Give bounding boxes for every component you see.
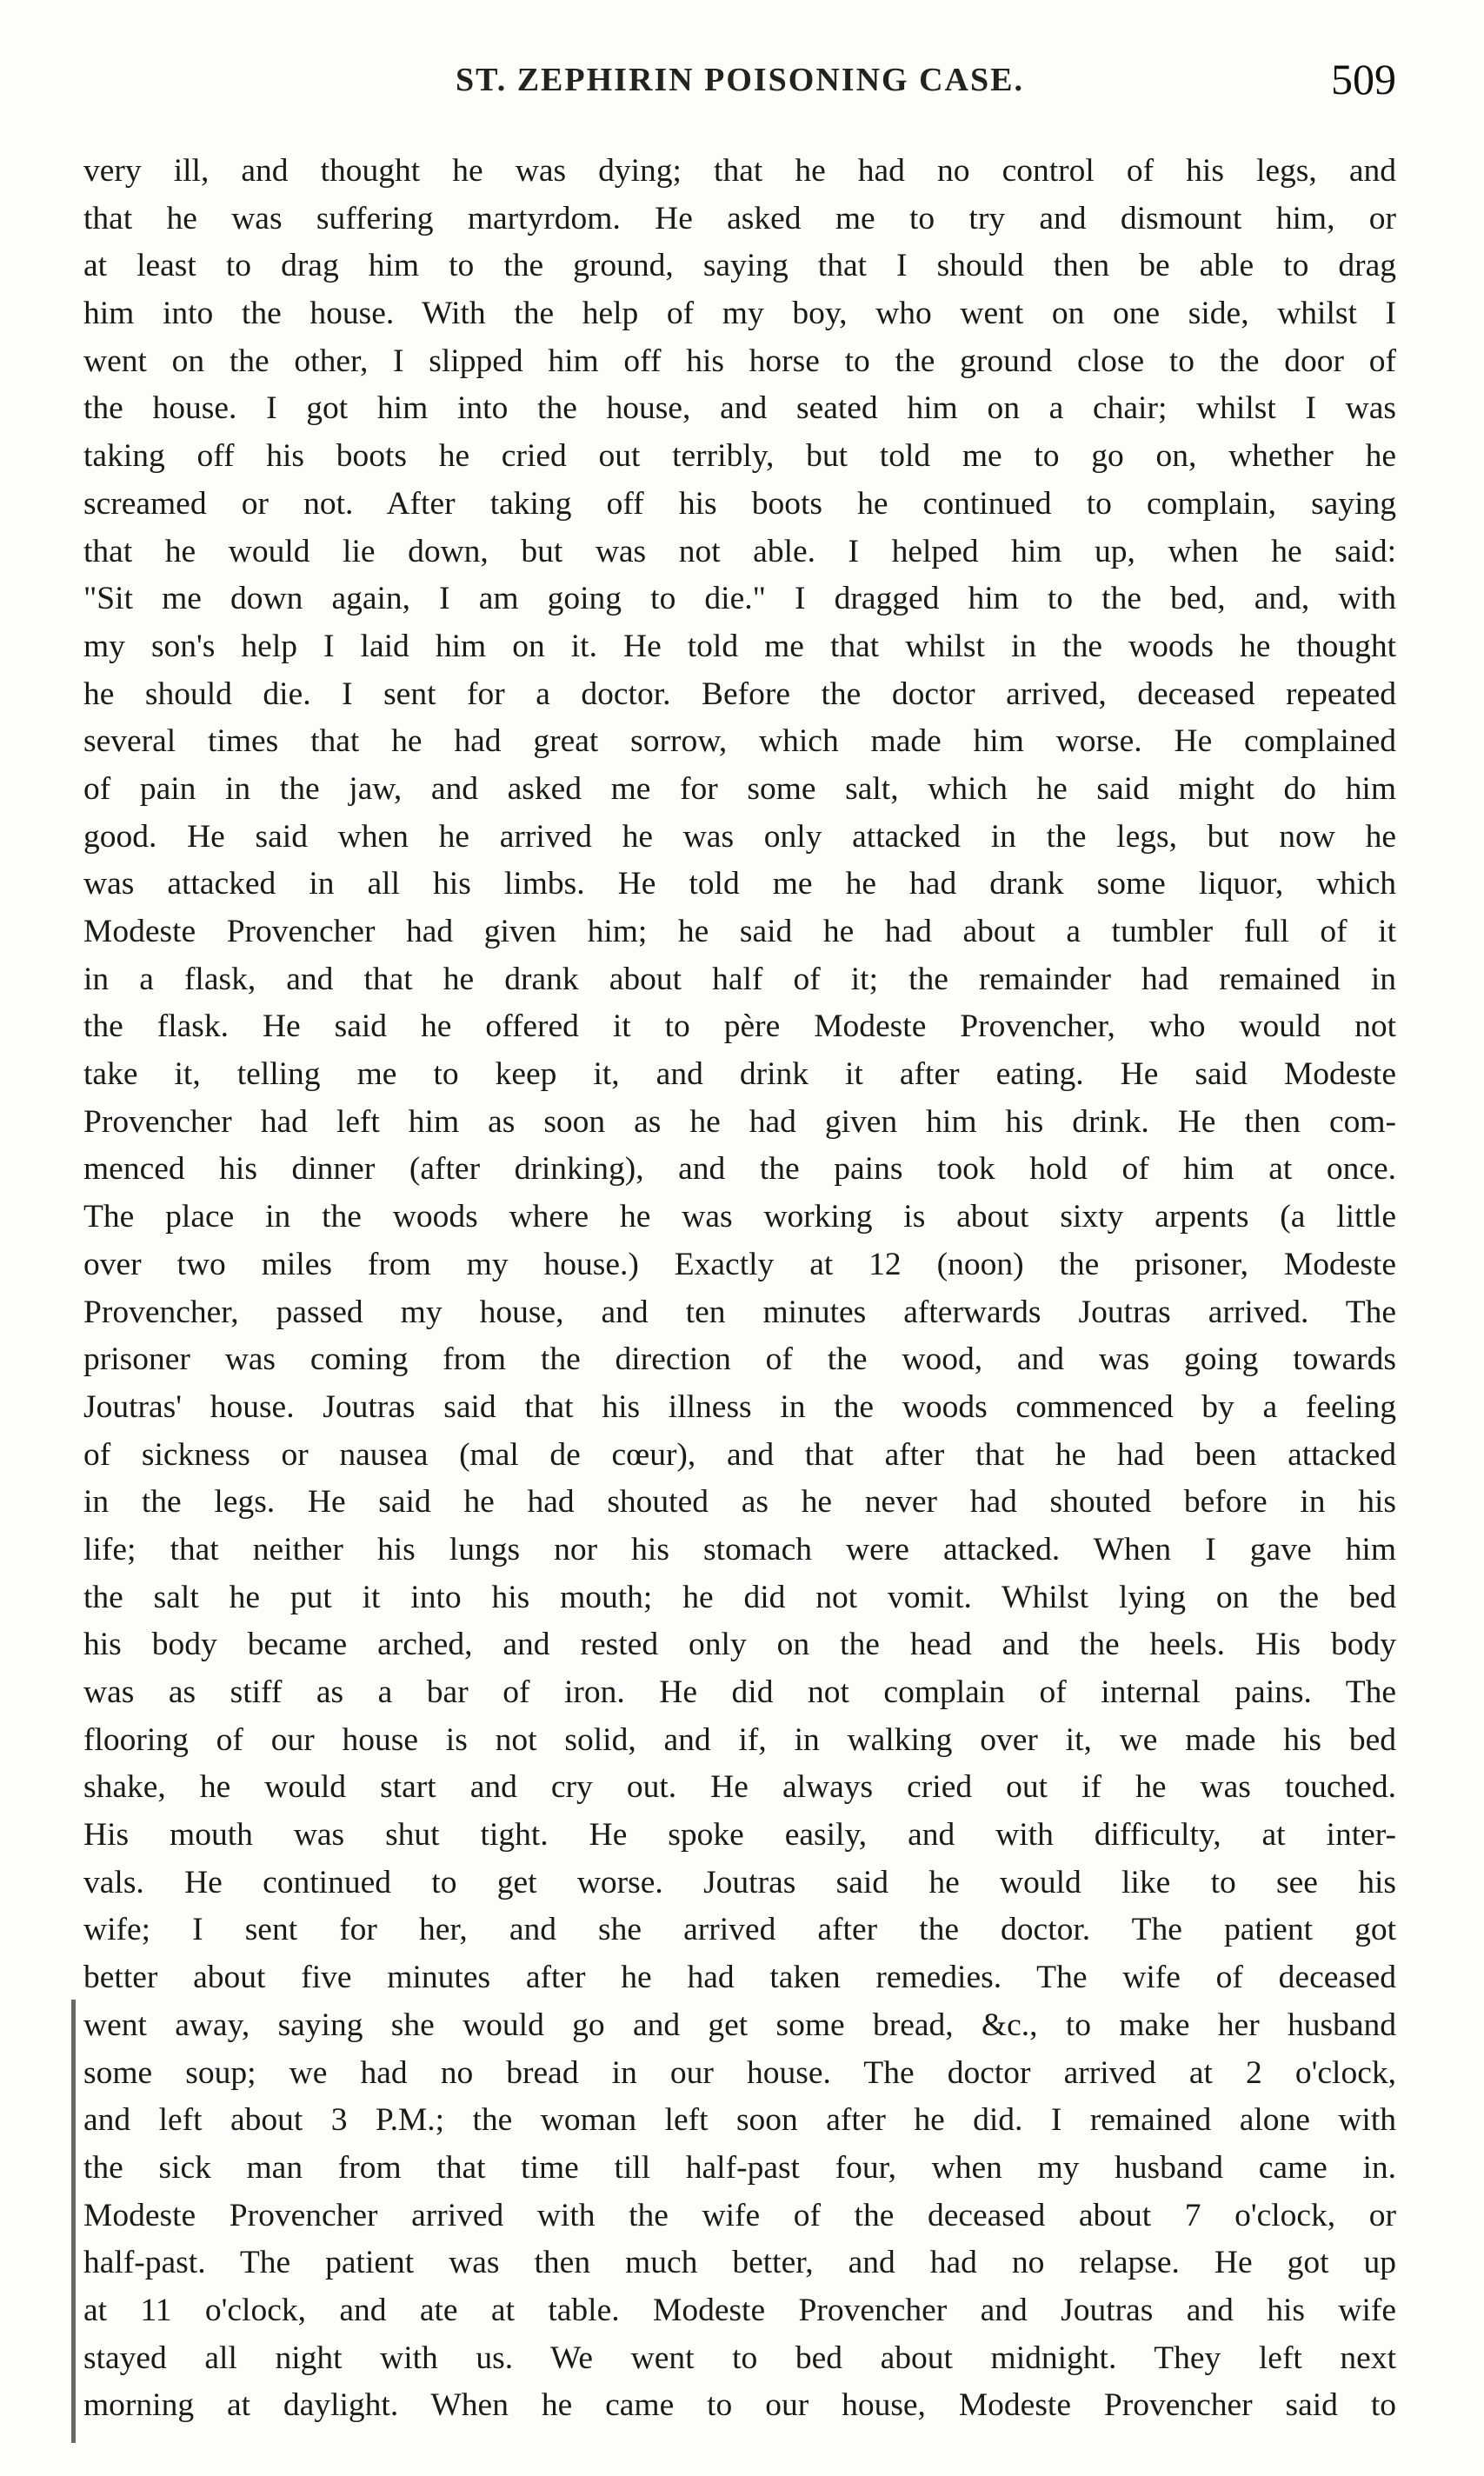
- text-line: went away, saying she would go and get some bread, &c., to make her husband: [83, 2007, 1396, 2043]
- text-line: His mouth was shut tight. He spoke easily, and with difficulty, at inter-: [83, 1817, 1396, 1854]
- text-line: in the legs. He said he had shouted as he never had shouted before in his: [83, 1484, 1396, 1521]
- text-line: taking off his boots he cried out terribly, but told me to go on, whether he: [83, 438, 1396, 475]
- text-line: The place in the woods where he was working is about sixty arpents (a little: [83, 1199, 1396, 1235]
- text-line: half-past. The patient was then much better, and had no relapse. He got up: [83, 2245, 1396, 2281]
- text-line: morning at daylight. When he came to our house, Modeste Provencher said to: [83, 2387, 1396, 2424]
- text-line: at 11 o'clock, and ate at table. Modeste Provencher and Joutras and his wife: [83, 2292, 1396, 2328]
- text-line: menced his dinner (after drinking), and the pains took hold of him at once.: [83, 1151, 1396, 1188]
- text-line: of pain in the jaw, and asked me for some salt, which he said might do him: [83, 770, 1396, 807]
- text-line: that he would lie down, but was not able. I helped him up, when he said:: [83, 533, 1396, 569]
- text-line: several times that he had great sorrow, which made him worse. He complained: [83, 723, 1396, 760]
- text-line: flooring of our house is not solid, and if, in walking over it, we made his bed: [83, 1721, 1396, 1758]
- text-line: screamed or not. After taking off his boots he continued to complain, saying: [83, 485, 1396, 522]
- text-line: in a flask, and that he drank about half of it; the remainder had remained in: [83, 961, 1396, 997]
- text-line: he should die. I sent for a doctor. Before the doctor arrived, deceased repeated: [83, 676, 1396, 712]
- text-line: wife; I sent for her, and she arrived after the doctor. The patient got: [83, 1912, 1396, 1948]
- running-title: ST. ZEPHIRIN POISONING CASE.: [456, 62, 1024, 98]
- text-line: the sick man from that time till half-past four, when my husband came in.: [83, 2149, 1396, 2186]
- running-head: [83, 50, 1396, 120]
- text-line: the house. I got him into the house, and seated him on a chair; whilst I was: [83, 390, 1396, 427]
- text-line: some soup; we had no bread in our house. The doctor arrived at 2 o'clock,: [83, 2054, 1396, 2091]
- text-line: him into the house. With the help of my boy, who went on one side, whilst I: [83, 296, 1396, 332]
- text-line: was as stiff as a bar of iron. He did not complain of internal pains. The: [83, 1674, 1396, 1710]
- text-line: at least to drag him to the ground, saying that I should then be able to drag: [83, 248, 1396, 284]
- text-line: was attacked in all his limbs. He told me he had drank some liquor, which: [83, 866, 1396, 902]
- body-text: [83, 148, 1396, 2430]
- text-line: the salt he put it into his mouth; he did not vomit. Whilst lying on the bed: [83, 1579, 1396, 1615]
- text-line: the flask. He said he offered it to père Modeste Provencher, who would not: [83, 1008, 1396, 1045]
- text-line: stayed all night with us. We went to bed about midnight. They left next: [83, 2340, 1396, 2376]
- text-line: my son's help I laid him on it. He told me that whilst in the woods he thought: [83, 628, 1396, 664]
- text-line: prisoner was coming from the direction of the wood, and was going towards: [83, 1341, 1396, 1378]
- text-line: Modeste Provencher had given him; he said he had about a tumbler full of it: [83, 914, 1396, 949]
- text-line: went on the other, I slipped him off his horse to the ground close to the door of: [83, 343, 1396, 379]
- scan-margin-mark: [71, 2000, 76, 2443]
- page-number: 509: [1331, 55, 1396, 103]
- text-line: very ill, and thought he was dying; that he had no control of his legs, and: [83, 153, 1396, 189]
- text-line: better about five minutes after he had taken remedies. The wife of deceased: [83, 1960, 1396, 1996]
- text-line: and left about 3 P.M.; the woman left soon after he did. I remained alone with: [83, 2102, 1396, 2139]
- text-line: Joutras' house. Joutras said that his illness in the woods commenced by a feeling: [83, 1388, 1396, 1425]
- text-line: take it, telling me to keep it, and drink it after eating. He said Modeste: [83, 1056, 1396, 1093]
- text-line: "Sit me down again, I am going to die." I dragged him to the bed, and, with: [83, 581, 1396, 617]
- text-line: his body became arched, and rested only on the head and the heels. His body: [83, 1627, 1396, 1663]
- text-line: shake, he would start and cry out. He always cried out if he was touched.: [83, 1769, 1396, 1806]
- text-line: life; that neither his lungs nor his stomach were attacked. When I gave him: [83, 1531, 1396, 1567]
- text-line: Provencher, passed my house, and ten minutes afterwards Joutras arrived. The: [83, 1294, 1396, 1330]
- text-line: Modeste Provencher arrived with the wife of the deceased about 7 o'clock, or: [83, 2197, 1396, 2233]
- text-line: vals. He continued to get worse. Joutras said he would like to see his: [83, 1864, 1396, 1900]
- text-line: over two miles from my house.) Exactly at 12 (noon) the prisoner, Modeste: [83, 1246, 1396, 1282]
- text-line: Provencher had left him as soon as he had given him his drink. He then com-: [83, 1103, 1396, 1140]
- text-line: that he was suffering martyrdom. He asked me to try and dismount him, or: [83, 200, 1396, 236]
- text-line: of sickness or nausea (mal de cœur), and that after that he had been attacked: [83, 1436, 1396, 1473]
- text-line: good. He said when he arrived he was only attacked in the legs, but now he: [83, 818, 1396, 855]
